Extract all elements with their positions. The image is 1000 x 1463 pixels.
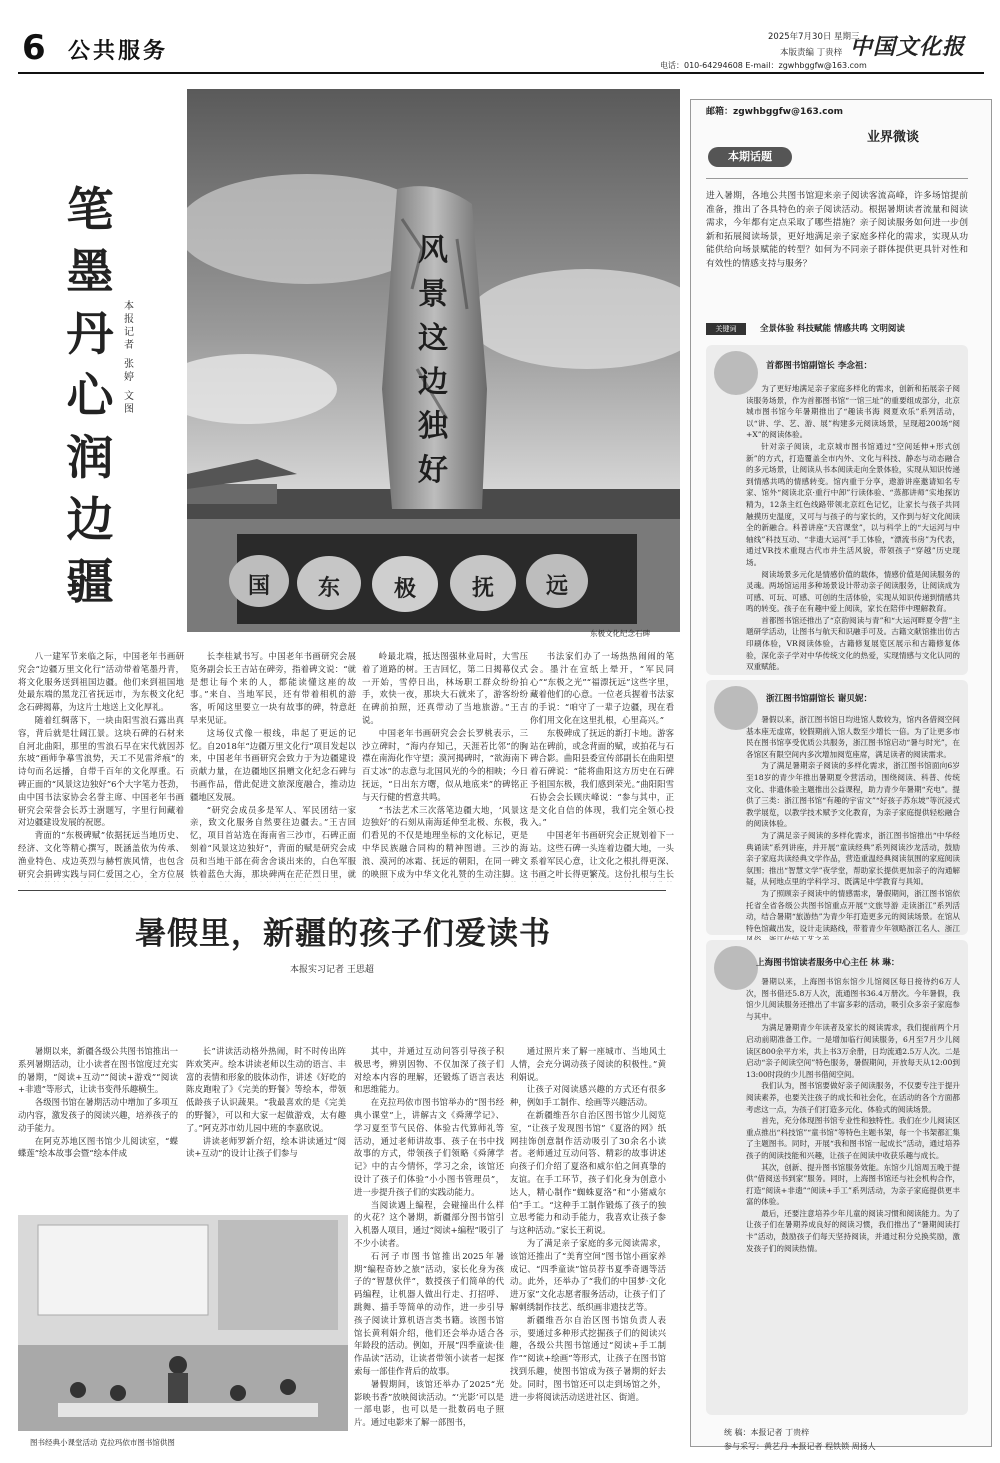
article-column-1 [18,650,184,882]
headline-char: 丹 [66,307,114,362]
column-logo: 业界微谈 [867,130,920,145]
byline-char: 本 [124,301,134,312]
paragraph: 暑期以来，上海图书馆东馆少儿馆阅区每日接待约6万人次，图书借还5.8万人次，流通图书36.4万册次。今年暑假，我馆少儿阅读服务还推出了丰富多彩的活动，吸引众多亲子家庭参与其中。 [746,977,960,1021]
stele-photo [187,89,680,632]
headline-char: 笔 [66,183,114,238]
sidebar-email: 邮箱：zgwhbggfw@163.com [706,107,844,117]
article-column-3 [362,650,528,882]
paragraph: 这场仪式像一根线，串起了更远的记忆。自2018年“边疆万里文化行”项目发起以来，中国老年书画研究会致力于为边疆建设贡献力量，在边疆地区捐赠文化纪念石碑与书画作品，借此促进文旅深度融合，推动边疆地区发展。 [190,727,356,802]
sidebar-divider [706,178,968,179]
expert-name: 首都图书馆副馆长 李念祖： [766,361,873,371]
paragraph: 首都图书馆还推出了“京韵阅读与青”和“大运河畔夏令营”主题研学活动，让图书与航天和识融手可及。古籍文献馆推出仿古印刷体验，VR阅读体验，古籍修复展览区展示和古籍修复体验，深化亲子学对中华传统文化的热爱，实现情感与文化认同的双重赋能。 [746,615,960,672]
stone-char-1: 国 [247,573,270,599]
article-column-4 [530,650,674,882]
headline-char: 边 [66,493,114,548]
paragraph: 我们认为，图书馆要做好亲子阅读服务，不仅要专注于提升阅读素养，也要关注孩子的成长和社会化，在活动的各个方面都考虑这一点，为孩子们打造多元化、体验式的阅读场景。 [746,1081,960,1114]
headline-char: 心 [66,369,114,424]
paragraph: “研究会成员多是军人、军民团结一家亲，致文化服务自然要往边疆去。”王吉回忆，项目首站选在海南省三沙市，石碑正面刻着“风景这边独好”，背面的赋是研究会成员和当地干部在荷舍舍谈出来的，白色军服铁着蓝色大海，那块碑两在茫茫烈日里，就 [190,804,356,879]
paragraph: 让孩子对阅读感兴趣的方式还有很多种，例如手工制作、绘画等兴趣活动。 [510,1084,666,1108]
paragraph: 在新疆维吾尔自治区图书馆少儿阅览室，“让孩子发现图书馆”《夏洛的网》纸网挂饰创意制作活动吸引了30余名小读者。老师通过互动问答、精彩的故事讲述向孩子们介绍了夏洛和威尔伯之间真挚的友谊。在手工环节，孩子们化身为创意小达人，精心制作“蜘蛛夏洛”和“小猪威尔伯”手工。“这种手工制作锻炼了孩子的独立思考能力和动手能力，我喜欢让孩子参与这种活动。”家长王莉说。 [510,1109,666,1236]
headline-char: 疆 [66,555,114,610]
reading-class-photo [18,1215,348,1431]
headline-char: 墨 [66,245,114,300]
article-column-2 [186,1045,346,1210]
paragraph: 当阅读遇上编程，会碰撞出什么样的火花？这个暑期，新疆部分图书馆引入机器人项目，通过“阅读+编程”吸引了不少小读者。 [354,1199,504,1248]
expert-card-2 [706,680,968,935]
keywords: 全景体验 科技赋能 情感共鸣 文明阅读 [760,324,905,334]
paragraph: 为了照顾亲子阅读中的情感需求，暑假期间，浙江图书馆依托省全省各级公共图书馆重点开展“文旅导游 走读浙江”系列活动，结合暑期“旅游热”为青少年打造更多元的阅读场景。在馆从特色馆藏出发，设计走读路线，带着青少年领略浙江名人、浙江 [746,888,960,933]
photo-caption: 图书经典小课堂活动 克拉玛依市图书馆供图 [30,1438,175,1447]
paragraph: 岭最北端，抵达图强林业局时，大雪压着了道路的树。王吉回忆，第二日揭幕仪式一开始，雪停日出，林场职工群众纷纷拍手，欢快一夜，那块大石就来了，游客纷纷在碑前拍照，还真带动了当地旅游。”王吉说。 [362,651,528,725]
credit-line: 参与采写：黄艺丹 本报记者 程铁锁 周扬人 [724,1442,876,1451]
stone-char-5: 远 [545,573,568,599]
paragraph: 暑期以来，新疆各级公共图书馆推出一系列暑期活动，让小读者在图书馆度过充实的暑期，“阅读+互动”“阅读+游戏”“阅读+非遗”等形式，让读书变得乐趣横生。 [18,1046,178,1095]
keywords-label: 关键词 [706,323,746,335]
topic-intro: 进入暑期，各地公共图书馆迎来亲子阅读客流高峰，许多场馆提前准备，推出了各具特色的亲子阅读活动。根据暑期读者流量和阅读需求，今年都有定点采取了哪些措施？亲子阅读服务如何进一步创新和拓展阅读场景，更好地满足亲子家庭多样化的需求，实现从功能供给向场景赋能的转型？如何为不同亲子群体提供更具针对性和有效性的情感支持与服务？ [706,191,968,269]
byline-char: 图 [124,404,134,415]
paragraph: 长”讲读活动格外热闹，时不时传出阵阵欢笑声。绘本讲读老师以生动的语言、丰富的表情和形象的肢体动作，讲述《好吃的陈皮跑啦了》《完美的野餐》等绘本，带领低龄孩子认识蔬果。“我最喜欢的是《完美的野餐》，可以和大家一起做游戏，太有趣了。”阿克苏市幼儿园中班的李嘉欣说。 [186,1046,346,1133]
paragraph: 八一建军节来临之际，中国老年书画研究会“边疆万里文化行”活动带着笔墨丹青，将文化服务送到祖国边疆。他们来到祖国地处最东端的黑龙江省抚远市，为东极文化纪念石碑揭幕，为这片土地送上文化厚礼。 [18,651,184,713]
article-column-2 [190,650,356,882]
article-byline: 本报实习记者 王思超 [290,965,374,975]
paragraph: 在克拉玛依市图书馆举办的“图书经典小课堂”上，讲解古文《舜薄学记》、学习夏至节气民俗、体验古代算师礼等活动，通过老师讲故事、孩子在书中找故事的方式，带领孩子们领略《舜薄学记》中的古今情怀，学习之余，该馆还设计了孩子们体验“小小图书管理员”，进一步提升孩子们的实践动能力。 [354,1097,504,1197]
paragraph: 书法家们办了一场热热闹闹的笔会。墨汁在宣纸上晕开，“军民同心”“东极之光”“福漂抚远”这些字里，藏着他们的心意。一位老兵握着书法家的手说：“咱守了一辈子边疆，现在看你们用文化在这里扎根，心里高兴。” [530,651,674,725]
paragraph: 阅读场景多元化是情感价值的载体，情感价值是阅读服务的灵魂。两场馆运用多种场景设计带动亲子阅读服务，让阅读成为可感、可玩、可感、可创的生活体验，实现从知识传递到情感共鸣的转变。孩子在有趣中爱上阅读，家长在陪伴中理解教育。 [746,569,960,614]
paragraph: 暑假期间，该馆还举办了2025“光影映书香”放映阅读活动。“‘光影’可以是一部电影，也可以是一批数码电子照片。通过电影来了解一部图书， [354,1378,504,1428]
expert-card-1 [706,345,968,675]
byline-char: 记 [124,327,134,338]
article-column-1 [18,1045,178,1210]
paragraph: 针对亲子阅读，北京城市图书馆通过“空间延伸+形式创新”的方式，打造覆盖全市内外、文化与科技、静态与动态融合的多元场景，让阅读从书本阅读走向全景体验，实现从知识传递到情感共鸣的情感转变。馆内重于分享，遨游讲座邀请知名专家、馆外“阅读北京·重行中卸”行读体验、“蒸都讲师”实地探访精为，12条主红色线路带领北京红色记忆，让家长与孩子共同触摸历史温度，又可与与孩子的与家长的，又作到与好文化阅读全的新融合。科普讲座“天宫课堂”，以与科学上的“大运河与中轴线”科技互动、“非遗大运河”手工体验，“漂流书房”为代表，通过VR技术重现古代市井生活风貌，带领孩子“穿越”历史现场。 [746,441,960,567]
paragraph: 其次，创新、提升图书馆服务效能。东馆少儿馆周五晚于提供“借阅送书到家”服务。同时，上海图书馆还与社会机构合作，打造“阅读+非遗”“阅读+手工”系列活动，为亲子家庭提供更丰富的体验。 [746,1162,960,1207]
section-title: 公共服务 [68,39,169,64]
expert-text [746,714,960,946]
contact-info: 电话：010-64294608 E-mail：zgwhbggfw@163.com [660,61,867,70]
credit-line: 统 稿：本报记者 丁贵梓 [724,1428,810,1437]
article-title: 暑假里，新疆的孩子们爱读书 [135,916,551,952]
paragraph: 暑假以来，浙江图书馆日均进馆人数较为，馆内各借阅空间基本座无虚席，较假期前入馆人数至少增长一倍。为了让更多市民在图书馆享受优质公共服务，浙江图书馆启动“暑与时光”，在各馆区有限空间内多次增加阅览座席，满足读者的阅读需求。 [746,715,960,759]
photo-caption: 东极文化纪念石碑 [590,629,650,638]
paragraph: 为了满足亲子阅读的多样化需求，浙江图书馆推出“中华经典诵读”系列讲座，并开展“童读经典”系列阅读沙龙活动，鼓励亲子家庭共读经典文学作品，营造重温经典阅读氛围的家庭阅读氛围；推出“智慧文学”夜学堂，帮助家长提供更加亲子的沟通解疑，从何地点里的学科学习、既满足中学教育与具知。 [746,830,960,887]
topic-label: 本期话题 [708,147,792,167]
article-column-4 [510,1045,666,1440]
paragraph: 首先，充分体现图书馆专业性和独特性。我们在少儿阅读区重点推出“科技馆”“童书馆”等特色主题书架，每一个书架都汇集了主题图书。同时，开展“我和图书馆一起成长”活动，通过培养孩子的阅读技能和兴趣，让孩子在阅读中收获乐趣与成长。 [746,1116,960,1160]
expert-text [746,383,960,673]
paragraph: 讲读老师罗新介绍，绘本讲读通过“阅读+互动”的设计让孩子们参与 [186,1135,346,1159]
stone-char-4: 抚 [471,575,494,601]
credits [724,1426,876,1454]
article-column-3 [354,1045,504,1440]
expert-card-3 [706,940,968,1415]
paragraph: 石河子市图书馆推出2025年暑期“编程奇妙之旅”活动，家长化身为孩子的“智慧伙伴”，数授孩子们简单的代码编程，让机器人做出行走、打招呼、跳舞、描手等简单的动作，进一步引导孩子阅读计算机语言类书籍。该图书馆馆长黄利娟介绍，他们还会举办适合各年龄段的活动。例如，开展“四季童读·佳作品读”活动，让读者带领小读者一起探索每一部佳作背后的故事。 [354,1250,504,1376]
paragraph: 通过照片来了解一座城市、当地风土人情，会充分调动孩子阅读的积极性。”黄利娟说。 [510,1046,666,1082]
paragraph: 中国老年书画研究会会长罗桃表示，三沙立碑时，“海内存知己，天涯若比邻”的胸襟在南海化作守望；漠河揭碑时，“欲海南下百丈冰”的志意与北国风光的今的相映；今日抚远，“日出东方曙，似从地底来”的碑铭正与天行健的哲意共鸣。 [362,727,528,802]
expert-name: 浙江图书馆副馆长 谢贝妮： [766,694,873,704]
paragraph: 新疆维吾尔自治区图书馆负责人表示，要通过多种形式挖掘孩子们的阅读兴趣，各级公共图书馆通过“阅读+手工制作”“阅读+绘画”等形式，让孩子在图书馆找到乐趣，使图书馆成为孩子暑期的好去处。同时，图书馆还可以走到场馆之外，进一步将阅读活动送进社区、街道。 [510,1314,666,1402]
byline-char: 婷 [124,372,134,383]
issue-date: 2025年7月30日 星期三 [768,32,860,42]
paragraph: 为了更好地满足亲子家庭多样化的需求，创新和拓展亲子阅读服务场景，作为首都图书馆“一馆三址”的重要组成部分，北京城市图书馆今年暑期推出了“趣读书海 阅夏欢乐”系列活动，以“讲、学、艺、游、展”构建多元阅读场景，呈现超200场“阅+X”的阅读体验。 [746,384,960,440]
byline-char: 张 [124,359,134,370]
article-byline [122,300,136,416]
paragraph: 长李桂斌书写。中国老年书画研究会展览务副会长王吉站在碑旁，指着碑文说：“就是想让每个来的人，都能读懂这座的故事。”来自、当地军民，还有带着相机的游客，听闻这里要立一块有故事的碑，特意赶早来见证。 [190,651,356,725]
page-number: 6 [22,28,46,68]
newspaper-masthead: 中国文化报 [850,34,966,60]
paragraph: 各级图书馆在暑期活动中增加了多项互动内容，激发孩子的阅读兴趣，培养孩子的动手能力。 [18,1097,178,1133]
paragraph: 中国老年书画研究会正规划着下一站。这些石碑一头连着边疆大地，一头系着军民心意，让文化之根扎得更深、书画之叶长得更繁茂。这份扎根与生长 [530,830,674,879]
byline-char: 报 [124,314,134,325]
header-rule [18,72,984,74]
stele-inscription: 风景这边独好 [418,233,448,488]
stone-char-2: 东 [317,575,340,601]
section-divider [18,890,666,891]
byline-char: 文 [124,391,134,402]
paragraph: 在阿克苏地区图书馆少儿阅读室，“蝶蝶莲”绘本故事会暨“绘本伴成 [18,1135,178,1159]
paragraph: 为了满足亲子家庭的多元阅读需求，该馆还推出了“美育空间”图书馆小画家养成记、“四季童读”馆员荐书夏季奇遇等活动。此外，还举办了“我们的中国梦·文化进万家”文化志愿者服务活动，让孩子们了解刺绣制作技艺、纸织画非遗技艺等。 [510,1237,666,1312]
article-headline [62,180,118,614]
expert-name: 上海图书馆读者服务中心主任 林 琳： [756,958,900,968]
paragraph: 为满足暑期青少年读者及家长的阅读需求，我们提前两个月启动前期准备工作。一是增加临行阅读服务，6月至7月少儿阅读区800余平方米，共上书3万余册，日均流通2.5万人次。二是启动“亲子阅读空间”特色服务，暑假期间，开放每天从12:00到13:00时段的少儿图书借阅空间。 [746,1023,960,1079]
paragraph: 背面的“东极碑赋”依据抚远当地历史、经济、文化等精心撰写，既涵盖依为传承、渔业特色、戍边英烈与赫哲族风情，也包含研究会捐碑实践与同仁爱国之心，全方位展 [18,830,184,879]
byline-char: 者 [124,340,134,351]
paragraph: 其中，并通过互动问答引导孩子积极思考，辨别因物、不仅加深了孩子们对绘本内容的理解，还锻炼了语言表达和思维能力。 [354,1046,504,1095]
expert-text [746,976,960,1254]
paragraph: 最后，还要注意培养少年儿童的阅读习惯和阅读能力。为了让孩子们在暑期养成良好的阅读习惯，我们推出了“暑期阅读打卡”活动，鼓励孩子们每天坚持阅读，并通过积分兑换奖励，激发孩子们的阅读热情。 [746,1208,960,1253]
paragraph: 随着红绸落下，一块由阳雪浪石露出真容，背后就是壮阔江景。这块石碑的石材来自河北曲阳，那里的雪浪石早在宋代就因苏东坡“画师争摹雪浪势，天工不见雷斧痕”的诗句而名远播，自带千百年的文化厚重。石碑正面的“风景这边独好”6个大字笔力苍劲，由中国书法家协会名誉主席、中国老年书画研究会荣誉会长苏士澍题写，字里行间藏着对边疆建设发展的祝愿。 [18,714,184,828]
paragraph: “书法艺术三次落笔边疆大地，‘风景这边独好’的石刻从南海延伸至北极、东极，我们看见的不仅是地理坐标的文化标记，更是中华民族融合同构的精神图谱。三沙的海浪、漠河的冰霜、抚远的朝阳，在同一碑文的映照下成为中华文化礼赞的生动注脚。这 [362,804,528,879]
paragraph: 东极碑成了抚远的新打卡地。游客站在碑前，或念背面的赋，或拍花与石碑合影。曲阳县委宣传部副长在曲阳望着石碑说：“能将曲阳这方历史在石碑予祖国东极，我们感到荣光。”曲阳阳雪石协会会长顾庆峰说：“参与其中，正是文化自信的体现，我们完全领心投入。” [530,727,674,828]
page-editor: 本版责编 丁贵梓 [780,48,843,58]
stone-char-3: 极 [393,576,416,602]
headline-char: 润 [66,431,114,486]
paragraph: 为了满足暑期亲子阅读的多样化需求，浙江图书馆面向6岁至18岁的青少年推出暑期夏令营活动，围绕阅读、科普、传统文化、非遗体验主题推出公益课程，助力青少年暑期“充电”。提供了三类：浙江图书馆“有趣的宇宙文”“好孩子苏东坡”等沉浸式教学展览，以教学技术赋予文化教育，为亲子家庭提供轻松融合的阅读体验。 [746,761,960,829]
